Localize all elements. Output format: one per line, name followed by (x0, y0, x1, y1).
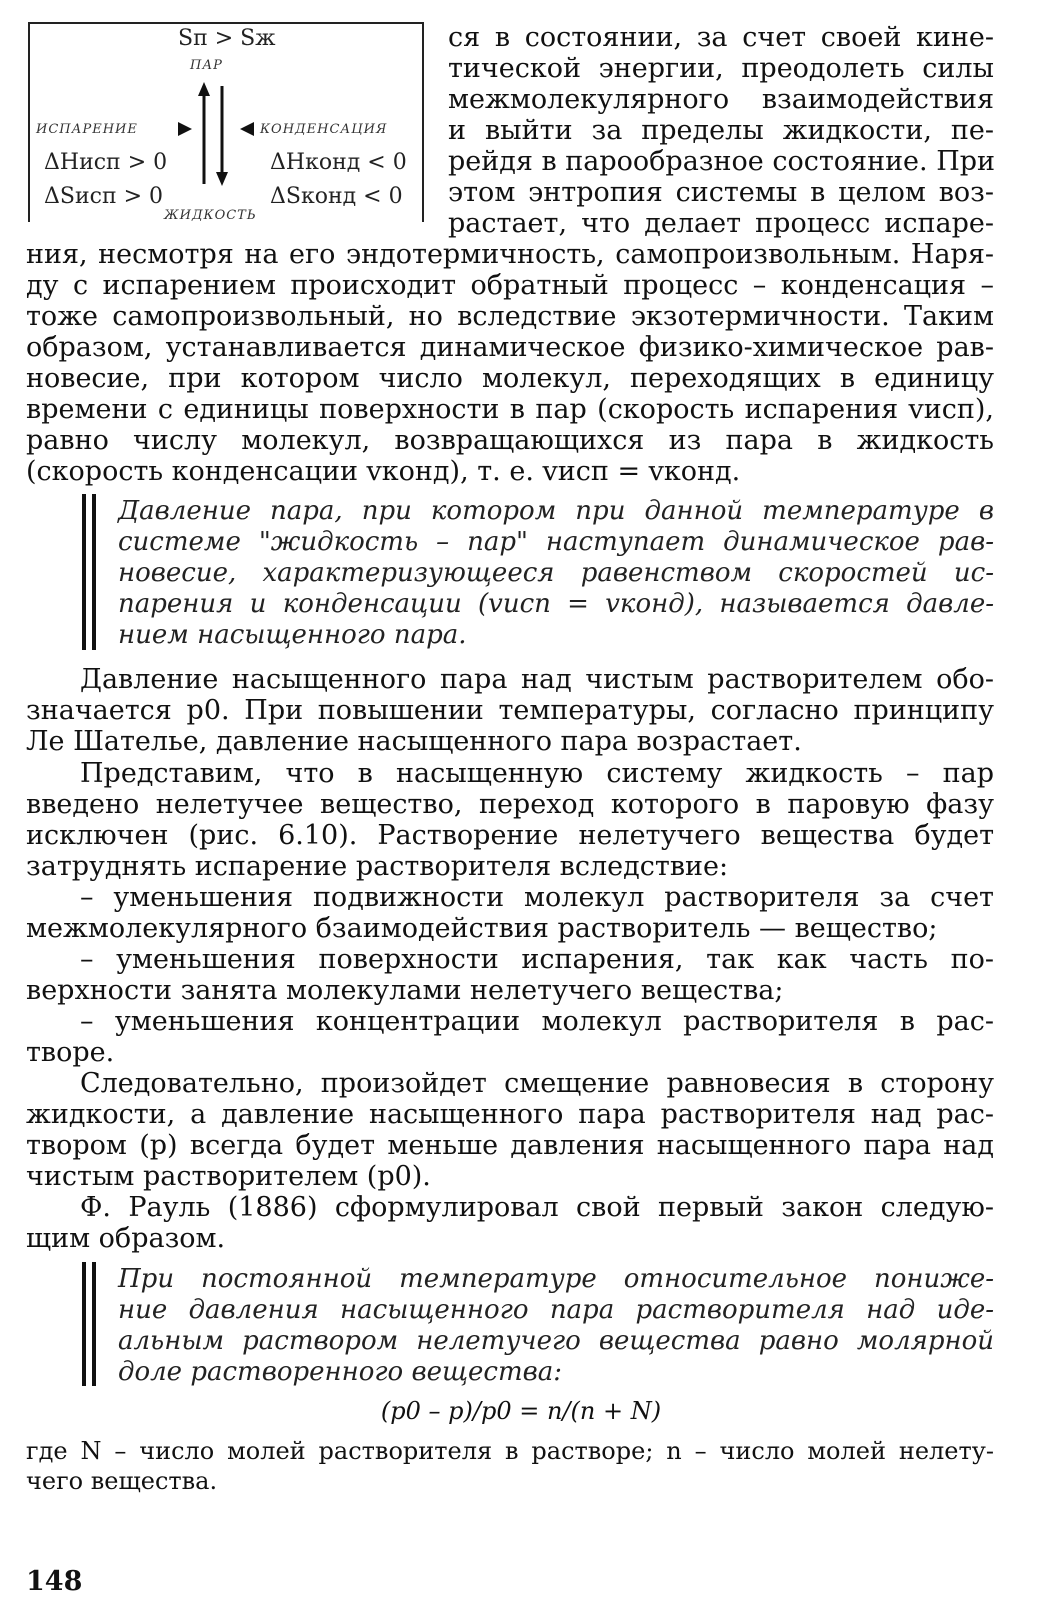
definition-bar (82, 494, 86, 650)
text-line: ду с испарением происходит обратный процесс – конденсация – (26, 270, 994, 301)
text-line: Следовательно, произойдет смещение равновесия в сторону (80, 1068, 994, 1099)
text-line: твором (p) всегда будет меньше давления насыщенного пара над (26, 1130, 994, 1161)
definition-line: парения и конденсации (vисп = vконд), называется давле- (118, 589, 994, 619)
text-line: чего вещества. (26, 1467, 218, 1495)
definition-line: ние давления насыщенного пара растворителя над иде- (118, 1295, 994, 1325)
list-item: – уменьшения подвижности молекул растворителя за счет (80, 882, 994, 913)
definition-line: новесие, характеризующееся равенством скоростей ис- (118, 558, 994, 588)
text-line: Давление насыщенного пара над чистым растворителем обо- (80, 664, 994, 695)
definition-bar (82, 1262, 86, 1386)
text-line: творе. (26, 1037, 115, 1068)
text-line: равно числу молекул, возвращающихся из пара в жидкость (26, 425, 994, 456)
text-line: исключен (рис. 6.10). Растворение нелетучего вещества будет (26, 820, 994, 851)
raoult-formula: (p0 – p)/p0 = n/(n + N) (380, 1397, 662, 1425)
text-line: межмолекулярного бзаимодействия растворитель — вещество; (26, 913, 938, 944)
text-line: чистым растворителем (p0). (26, 1161, 431, 1192)
evaporation-label: ИСПАРЕНИЕ (36, 122, 138, 137)
text-line: щим образом. (26, 1223, 226, 1254)
text-line: тической энергии, преодолеть силы (448, 53, 994, 84)
text-line: где N – число молей растворителя в растворе; n – число молей нелету- (26, 1437, 994, 1465)
definition-line: При постоянной температуре относительное пониже- (118, 1264, 994, 1294)
condensation-label: КОНДЕНСАЦИЯ (260, 122, 388, 137)
text-line: межмолекулярного взаимодействия (448, 84, 994, 115)
definition-line: системе "жидкость – пар" наступает динамическое рав- (118, 527, 994, 557)
dh-evaporation: ΔHисп > 0 (44, 150, 168, 175)
ds-evaporation: ΔSисп > 0 (44, 184, 164, 209)
text-line: затруднять испарение растворителя вследствие: (26, 851, 729, 882)
text-line: (скорость конденсации vконд), т. е. vисп = vконд. (26, 456, 741, 487)
text-line: Представим, что в насыщенную систему жидкость – пар (80, 758, 994, 789)
text-line: жидкости, а давление насыщенного пара растворителя над рас- (26, 1099, 994, 1130)
definition-line: нием насыщенного пара. (118, 620, 467, 650)
definition-line: доле растворенного вещества: (118, 1357, 563, 1387)
text-line: времени с единицы поверхности в пар (скорость испарения vисп), (26, 394, 994, 425)
list-item: – уменьшения поверхности испарения, так как часть по- (80, 944, 994, 975)
text-line: этом энтропия системы в целом воз- (448, 177, 994, 208)
text-line: тоже самопроизвольный, но вследствие экзотермичности. Таким (26, 301, 994, 332)
text-line: ся в состоянии, за счет своей кине- (448, 22, 994, 53)
arrow-right-icon (178, 120, 238, 140)
text-line: новесие, при котором число молекул, переходящих в единицу (26, 363, 994, 394)
text-line: Ле Шателье, давление насыщенного пара возрастает. (26, 726, 802, 757)
definition-bar (92, 494, 96, 650)
list-item: – уменьшения концентрации молекул растворителя в рас- (80, 1006, 994, 1037)
page-number: 148 (26, 1566, 83, 1597)
dh-condensation: ΔHконд < 0 (270, 150, 407, 175)
evaporation-diagram (28, 22, 424, 222)
definition-bar (92, 1262, 96, 1386)
entropy-relation: Sп > Sж (178, 26, 276, 51)
liquid-label: ЖИДКОСТЬ (164, 208, 257, 223)
text-line: образом, устанавливается динамическое физико-химическое рав- (26, 332, 994, 363)
text-line: рейдя в парообразное состояние. При (448, 146, 996, 177)
definition-line: альным раствором нелетучего вещества равно молярной (118, 1326, 994, 1356)
text-line: ния, несмотря на его эндотермичность, самопроизвольным. Наря- (26, 239, 994, 270)
text-line: верхности занята молекулами нелетучего вещества; (26, 975, 784, 1006)
text-line: Ф. Рауль (1886) сформулировал свой первый закон следую- (80, 1192, 994, 1223)
vapor-label: ПАР (190, 58, 223, 73)
text-line: значается p0. При повышении температуры, согласно принципу (26, 695, 994, 726)
arrow-left-icon (238, 120, 258, 140)
text-line: и выйти за пределы жидкости, пе- (448, 115, 994, 146)
text-line: растает, что делает процесс испаре- (448, 208, 994, 239)
text-line: введено нелетучее вещество, переход которого в паровую фазу (26, 789, 994, 820)
ds-condensation: ΔSконд < 0 (270, 184, 403, 209)
definition-line: Давление пара, при котором при данной температуре в (118, 496, 994, 526)
